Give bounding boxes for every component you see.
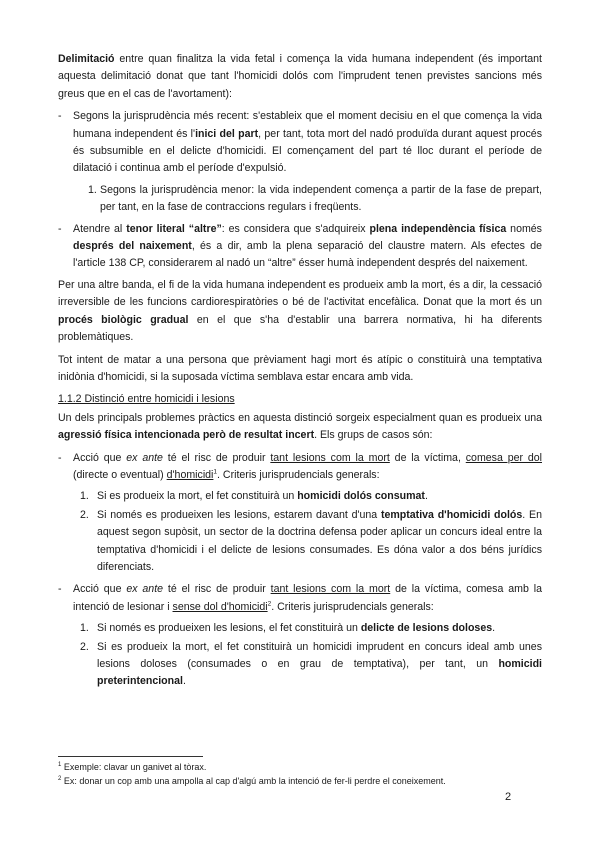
section-heading: 1.1.2 Distinció entre homicidi i lesions: [58, 393, 235, 406]
paragraph-atypical-attempt: Tot intent de matar a una persona que prèviament hagi mort és atípic o constituirà una temptativa inidònia d'homicidi, si la suposada víctima semblava estar encara amb vida.: [58, 353, 542, 383]
footnote-divider: [58, 756, 203, 757]
bullet-jurisprudence-recent: - Segons la jurisprudència més recent: s'estableix que el moment decisiu en el que comença la vida humana independent és l'inici del part, per tant, tota mort del nadó produïda durant aquest procés és subsumible en el delicte d'homicidi. El començament del part té lloc durant el període de dilatació i continua amb el període d'expulsió.: [58, 108, 542, 178]
footnotes: [58, 760, 548, 788]
numbered-item: 2. Si només es produeixen les lesions, estarem davant d'una temptativa d'homicidi dolós. En aquest segon supòsit, un sector de la doctrina defensa poder aplicar un concurs ideal entre la temptativa d'homicidi i el delicte de lesions consumades. Es dóna valor a dos béns jurídics diferenciats.: [80, 508, 542, 573]
footnote-ref[interactable]: 1: [213, 468, 218, 476]
bullet-homicidal-intent: - Acció que ex ante té el risc de produir tant lesions com la mort de la víctima, comesa per dol (directe o eventual) d'homicidi$^1$. Criteris jurisprudencials generals:: [58, 450, 542, 485]
bullet-injury-intent: - Acció que ex ante té el risc de produir tant lesions com la mort de la víctima, comesa amb la intenció de lesionar i sense dol d'homicidi$^2$. Criteris jurisprudencials generals:: [58, 581, 542, 616]
bullet-literal-tenor: - Atendre al tenor literal “altre”: es considera que s'adquireix plena independència física només després del naixement, és a dir, amb la plena separació del claustre matern. Als efectes de l'article 138 CP, considerarem al nadó un “altre” ésser humà independent després del naixement.: [58, 221, 542, 273]
footnote: $^1$ Exemple: clavar un ganivet al tòrax.: [58, 762, 207, 772]
numbered-item: 1. Si es produeix la mort, el fet constituirà un homicidi dolós consumat.: [80, 490, 428, 503]
intro-paragraph: Delimitació entre quan finalitza la vida fetal i comença la vida humana independent (és important aquesta delimitació donat que tant l'homicidi dolós com l'imprudent tenen previstes sancions més greus que en el cas de l'avortament):: [58, 53, 542, 100]
page-number: 2: [505, 791, 512, 803]
numbered-item: 2. Si es produeix la mort, el fet constituirà un homicidi imprudent en concurs ideal amb unes lesions doloses (consumades o en grau de temptativa), per tant, un homicidi preterintencional.: [80, 640, 542, 688]
paragraph-end-of-life: Per una altre banda, el fi de la vida humana independent es produeix amb la mort, és a dir, la cessació irreversible de les funcions cardiorespiratòries o bé de l'activitat encefàlica. Donat que la mort és un procés biològic gradual en el que s'ha d'establir una barrera normativa, hi ha diferents problemàtiques.: [58, 278, 542, 344]
body-text: [58, 51, 542, 692]
numbered-item-minor-jurisprudence: 1. Segons la jurisprudència menor: la vida independent comença a partir de la fase de prepart, per tant, en la fase de contraccions regulars i freqüents.: [88, 183, 542, 214]
paragraph-distinction: Un dels principals problemes pràctics en aquesta distinció sorgeix especialment quan es produeix una agressió física intencionada però de resultat incert. Els grups de casos són:: [58, 411, 542, 442]
footnote-ref[interactable]: 2: [267, 600, 272, 608]
footnote: $^2$ Ex: donar un cop amb una ampolla al cap d'algú amb la intenció de fer-li perdre el coneixement.: [58, 776, 446, 786]
numbered-item: 1. Si només es produeixen les lesions, el fet constituirà un delicte de lesions doloses.: [80, 622, 496, 635]
